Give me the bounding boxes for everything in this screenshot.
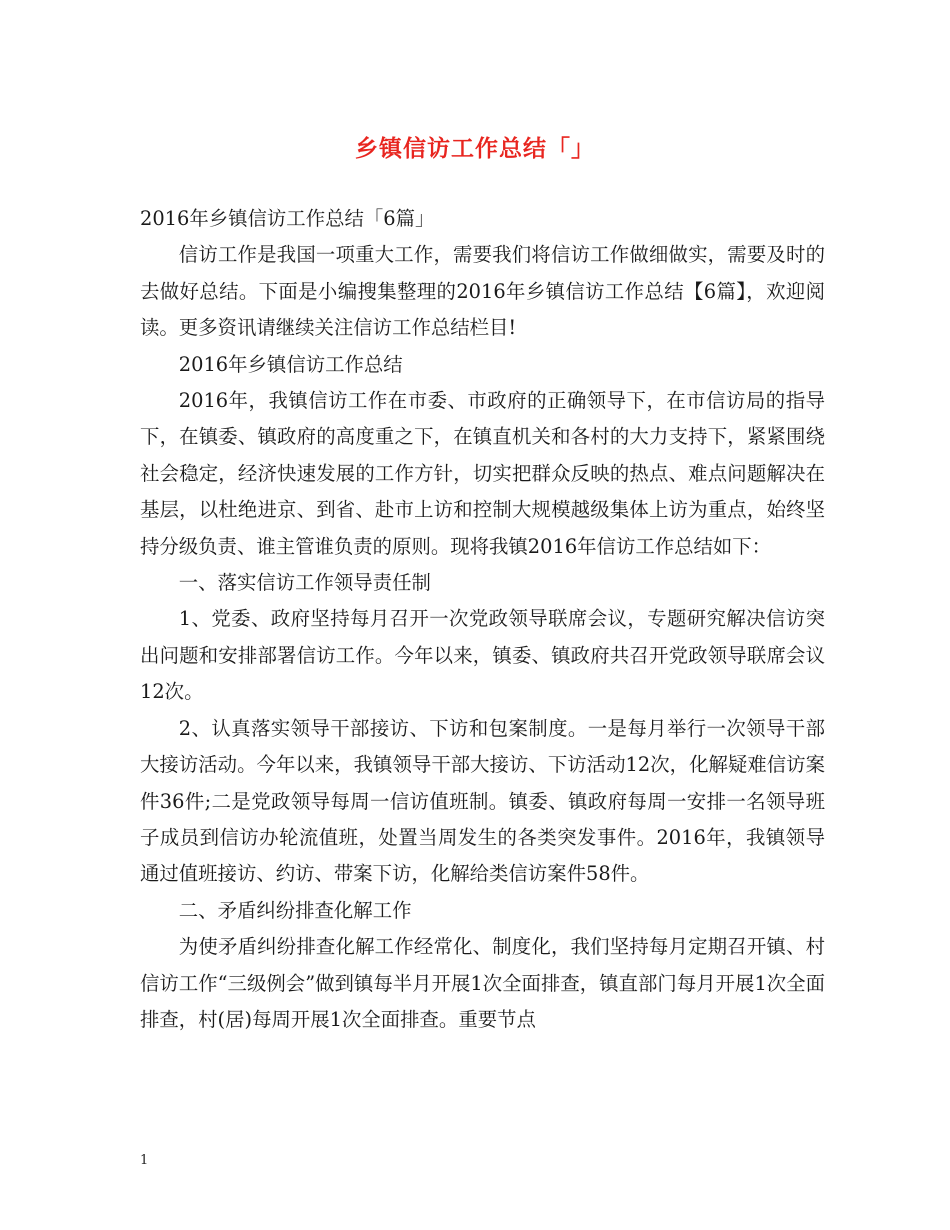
- document-body: [140, 201, 825, 1038]
- body-paragraph: 2、认真落实领导干部接访、下访和包案制度。一是每月举行一次领导干部大接访活动。今年以来，我镇领导干部大接访、下访活动12次，化解疑难信访案件36件;二是党政领导每周一信访值班制。镇委、镇政府每周一安排一名领导班子成员到信访办轮流值班，处置当周发生的各类突发事件。2016年，我镇领导通过值班接访、约访、带案下访，化解给类信访案件58件。: [140, 716, 825, 886]
- body-paragraph: 为使矛盾纠纷排查化解工作经常化、制度化，我们坚持每月定期召开镇、村信访工作“三级例会”做到镇每半月开展1次全面排查，镇直部门每月开展1次全面排查，村(居)每周开展1次全面排查。重要节点: [140, 935, 825, 1031]
- section-heading: 二、矛盾纠纷排查化解工作: [178, 898, 412, 922]
- section-heading: 一、落实信访工作领导责任制: [178, 571, 431, 595]
- body-paragraph: 1、党委、政府坚持每月召开一次党政领导联席会议，专题研究解决信访突出问题和安排部署信访工作。今年以来，镇委、镇政府共召开党政领导联席会议12次。: [140, 607, 825, 704]
- subtitle-line: 2016年乡镇信访工作总结「6篇」: [140, 207, 435, 230]
- section-heading: 2016年乡镇信访工作总结: [178, 352, 403, 376]
- document-title: 乡镇信访工作总结「」: [355, 136, 595, 162]
- body-paragraph: 2016年，我镇信访工作在市委、市政府的正确领导下，在市信访局的指导下，在镇委、镇政府的高度重之下，在镇直机关和各村的大力支持下，紧紧围绕社会稳定，经济快速发展的工作方针，切实把群众反映的热点、难点问题解决在基层，以杜绝进京、到省、赴市上访和控制大规模越级集体上访为重点，始终坚持分级负责、谁主管谁负责的原则。现将我镇2016年信访工作总结如下：: [140, 389, 825, 558]
- intro-paragraph: 信访工作是我国一项重大工作，需要我们将信访工作做细做实，需要及时的去做好总结。下面是小编搜集整理的2016年乡镇信访工作总结【6篇】，欢迎阅读。更多资讯请继续关注信访工作总结栏目!: [140, 243, 825, 340]
- page-number: 1: [140, 1153, 149, 1168]
